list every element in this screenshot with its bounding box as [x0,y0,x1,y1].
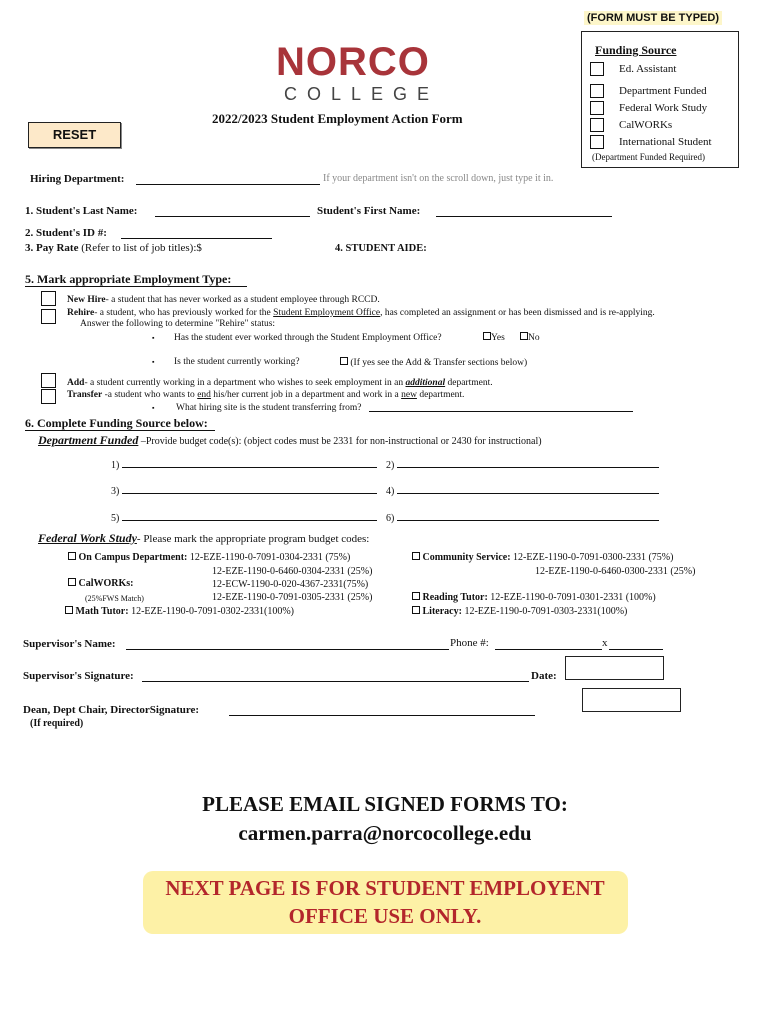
norco-college-logo [276,40,440,104]
checkbox[interactable] [590,62,604,76]
budget-code-1 [111,458,377,471]
budget-code-4 [386,484,659,497]
currently-working-option[interactable] [340,357,527,368]
last-name-label: 1. Student's Last Name: [25,205,138,217]
on-campus-code2: 12-EZE-1190-0-6460-0304-2331 (25%) [212,566,373,577]
on-campus-label: On Campus Department: [78,552,188,563]
budget-code-number: 2) [386,460,395,471]
budget-code-field[interactable] [397,511,659,521]
answer-following: Answer the following to determine "Rehire" status: [80,319,276,329]
budget-code-6 [386,511,659,524]
funding-item-ed-assistant[interactable] [590,62,604,80]
office-use-notice: OFFICE USE ONLY. [288,904,482,928]
funding-source-box [581,31,739,168]
add-additional: additional [405,378,446,388]
calworks-match: (25%FWS Match) [85,594,144,603]
dean-date-field[interactable] [582,688,681,712]
rehire-desc-b: , has completed an assignment or has been dismissed and is re-applying. [380,308,655,318]
funding-item-international-student[interactable] [590,135,604,153]
transfer-desc-c: department. [416,390,465,400]
fws-literacy[interactable] [412,606,627,617]
transfer-end: end [197,390,211,400]
reset-button[interactable]: RESET [28,122,121,148]
yes-label: Yes [491,333,505,343]
new-hire-checkbox[interactable] [41,291,56,306]
transfer-line [67,390,464,400]
fws-calworks[interactable] [68,578,134,589]
bullet: ▪ [152,334,155,342]
add-term: Add [67,378,85,388]
rehire-checkbox[interactable] [41,309,56,324]
supervisor-signature-label: Supervisor's Signature: [23,670,134,682]
budget-code-number: 4) [386,486,395,497]
math-tutor-checkbox[interactable] [65,606,73,614]
funding-item-department-funded[interactable] [590,84,604,102]
fws-desc: - Please mark the appropriate program budget codes: [136,533,370,545]
ext-field[interactable] [609,637,663,650]
funding-note: (Department Funded Required) [592,152,705,162]
funding-label: International Student [619,136,712,148]
transfer-checkbox[interactable] [41,389,56,404]
if-required-label: (If required) [30,718,84,729]
transfer-term: Transfer [67,390,103,400]
student-aide-label: 4. STUDENT AIDE: [335,243,427,254]
yes-option[interactable] [483,332,505,343]
first-name-label: Student's First Name: [317,205,421,217]
calworks-checkbox[interactable] [68,578,76,586]
reading-label: Reading Tutor: [422,592,488,603]
math-tutor-label: Math Tutor: [75,606,129,617]
next-page-notice: NEXT PAGE IS FOR STUDENT EMPLOYENT [165,876,605,900]
hiring-department-field[interactable] [136,172,320,185]
budget-code-field[interactable] [397,484,659,494]
student-id-field[interactable] [121,226,272,239]
logo-college: COLLEGE [284,84,440,104]
hiring-department-hint: If your department isn't on the scroll down, just type it in. [323,173,554,184]
calworks-label: CalWORKs: [78,578,134,589]
add-line [67,378,493,388]
funding-label: CalWORKs [619,119,673,131]
supervisor-name-field[interactable] [126,637,449,650]
phone-label: Phone #: [450,637,489,649]
title-underline [25,286,247,287]
add-desc-a: - a student currently working in a department who wishes to seek employment in an [84,378,406,388]
email-address[interactable]: carmen.parra@norcocollege.edu [238,821,532,845]
transfer-desc-b: his/her current job in a department and work in a [210,390,402,400]
transfer-new: new [401,390,417,400]
checkbox[interactable] [590,101,604,115]
budget-code-field[interactable] [122,484,377,494]
ext-label: x [602,637,608,649]
funding-label: Department Funded [619,85,707,97]
on-campus-checkbox[interactable] [68,552,76,560]
funding-label: Federal Work Study [619,102,708,114]
budget-code-field[interactable] [122,511,377,521]
student-id-label: 2. Student's ID #: [25,227,107,239]
literacy-code: 12-EZE-1190-0-7091-0303-2331(100%) [464,606,628,617]
bullet: ▪ [152,358,155,366]
date-field[interactable] [565,656,664,680]
math-tutor-code: 12-EZE-1190-0-7091-0302-2331(100%) [131,606,294,617]
transfer-desc-a: -a student who wants to [102,390,198,400]
budget-code-number: 5) [111,513,120,524]
rehire-line [67,308,655,318]
currently-working-checkbox[interactable] [340,357,348,365]
community-code2: 12-EZE-1190-0-6460-0300-2331 (25%) [535,566,696,577]
budget-code-number: 6) [386,513,395,524]
employment-type-title: 5. Mark appropriate Employment Type: [25,272,232,286]
checkbox[interactable] [590,84,604,98]
community-code1: 12-EZE-1190-0-7091-0300-2331 (75%) [513,552,674,563]
funding-label: Ed. Assistant [619,63,677,75]
form-must-be-typed: (FORM MUST BE TYPED) [584,11,722,25]
fws-on-campus[interactable] [68,552,350,563]
funding-below-title: 6. Complete Funding Source below: [25,416,208,430]
rehire-desc-a: - a student, who has previously worked for the [94,308,274,318]
funding-source-title: Funding Source [595,43,677,57]
logo-norco: NORCO [276,40,430,84]
supervisor-name-label: Supervisor's Name: [23,638,116,650]
date-label: Date: [531,670,557,682]
email-instruction: PLEASE EMAIL SIGNED FORMS TO: [202,792,568,816]
first-name-field[interactable] [436,204,612,217]
fws-reading[interactable] [412,592,656,603]
reading-checkbox[interactable] [412,592,420,600]
budget-code-number: 3) [111,486,120,497]
no-checkbox[interactable] [520,332,528,340]
rehire-term: Rehire [67,308,95,318]
community-checkbox[interactable] [412,552,420,560]
add-desc-b: department. [445,378,493,388]
currently-working-note: (If yes see the Add & Transfer sections below) [350,358,528,368]
calworks-code2: 12-EZE-1190-0-7091-0305-2331 (25%) [212,592,373,603]
budget-code-field[interactable] [122,458,377,468]
dept-funded-term: Department Funded [38,433,139,447]
dept-funded-line [38,431,542,449]
fws-term: Federal Work Study [38,531,137,545]
checkbox[interactable] [590,135,604,149]
transfer-question: What hiring site is the student transferring from? [176,403,362,413]
last-name-field[interactable] [155,204,310,217]
add-checkbox[interactable] [41,373,56,388]
fws-community[interactable] [412,552,673,563]
calworks-code1: 12-ECW-1190-0-020-4367-2331(75%) [212,579,369,590]
supervisor-signature-field[interactable] [142,669,529,682]
dept-funded-desc: –Provide budget code(s): (object codes must be 2331 for non-instructional or 2430 for instructional) [138,436,542,447]
on-campus-code1: 12-EZE-1190-0-7091-0304-2331 (75%) [189,552,351,563]
community-label: Community Service: [422,552,511,563]
yes-checkbox[interactable] [483,332,491,340]
hiring-department-label: Hiring Department: [30,173,125,185]
new-hire-line [67,295,380,305]
new-hire-term: New Hire [67,295,106,305]
rehire-office: Student Employment Office [273,308,381,318]
pay-rate-ref: (Refer to list of job titles):$ [81,242,202,254]
reading-code: 12-EZE-1190-0-7091-0301-2331 (100%) [490,592,656,603]
new-hire-desc: - a student that has never worked as a student employee through RCCD. [105,295,380,305]
funding-item-calworks[interactable] [590,118,604,136]
literacy-checkbox[interactable] [412,606,420,614]
form-title: 2022/2023 Student Employment Action Form [212,111,463,126]
dean-signature-label: Dean, Dept Chair, DirectorSignature: [23,704,200,716]
budget-code-number: 1) [111,460,120,471]
budget-code-3 [111,484,377,497]
literacy-label: Literacy: [422,606,462,617]
question-currently-working: Is the student currently working? [174,357,300,367]
pay-rate-label: 3. Pay Rate [25,242,79,254]
budget-code-field[interactable] [397,458,659,468]
fws-math-tutor[interactable] [65,606,294,617]
question-ever-worked: Has the student ever worked through the Student Employment Office? [174,333,442,343]
budget-code-5 [111,511,377,524]
no-label: No [528,333,540,343]
pay-rate-row [25,242,202,254]
checkbox[interactable] [590,118,604,132]
no-option[interactable] [520,332,540,343]
budget-code-2 [386,458,659,471]
dean-signature-field[interactable] [229,703,535,716]
funding-item-federal-work-study[interactable] [590,101,604,119]
fws-line [38,529,369,547]
transfer-site-field[interactable] [369,401,633,412]
phone-field[interactable] [495,637,602,650]
bullet: ▪ [152,404,155,412]
